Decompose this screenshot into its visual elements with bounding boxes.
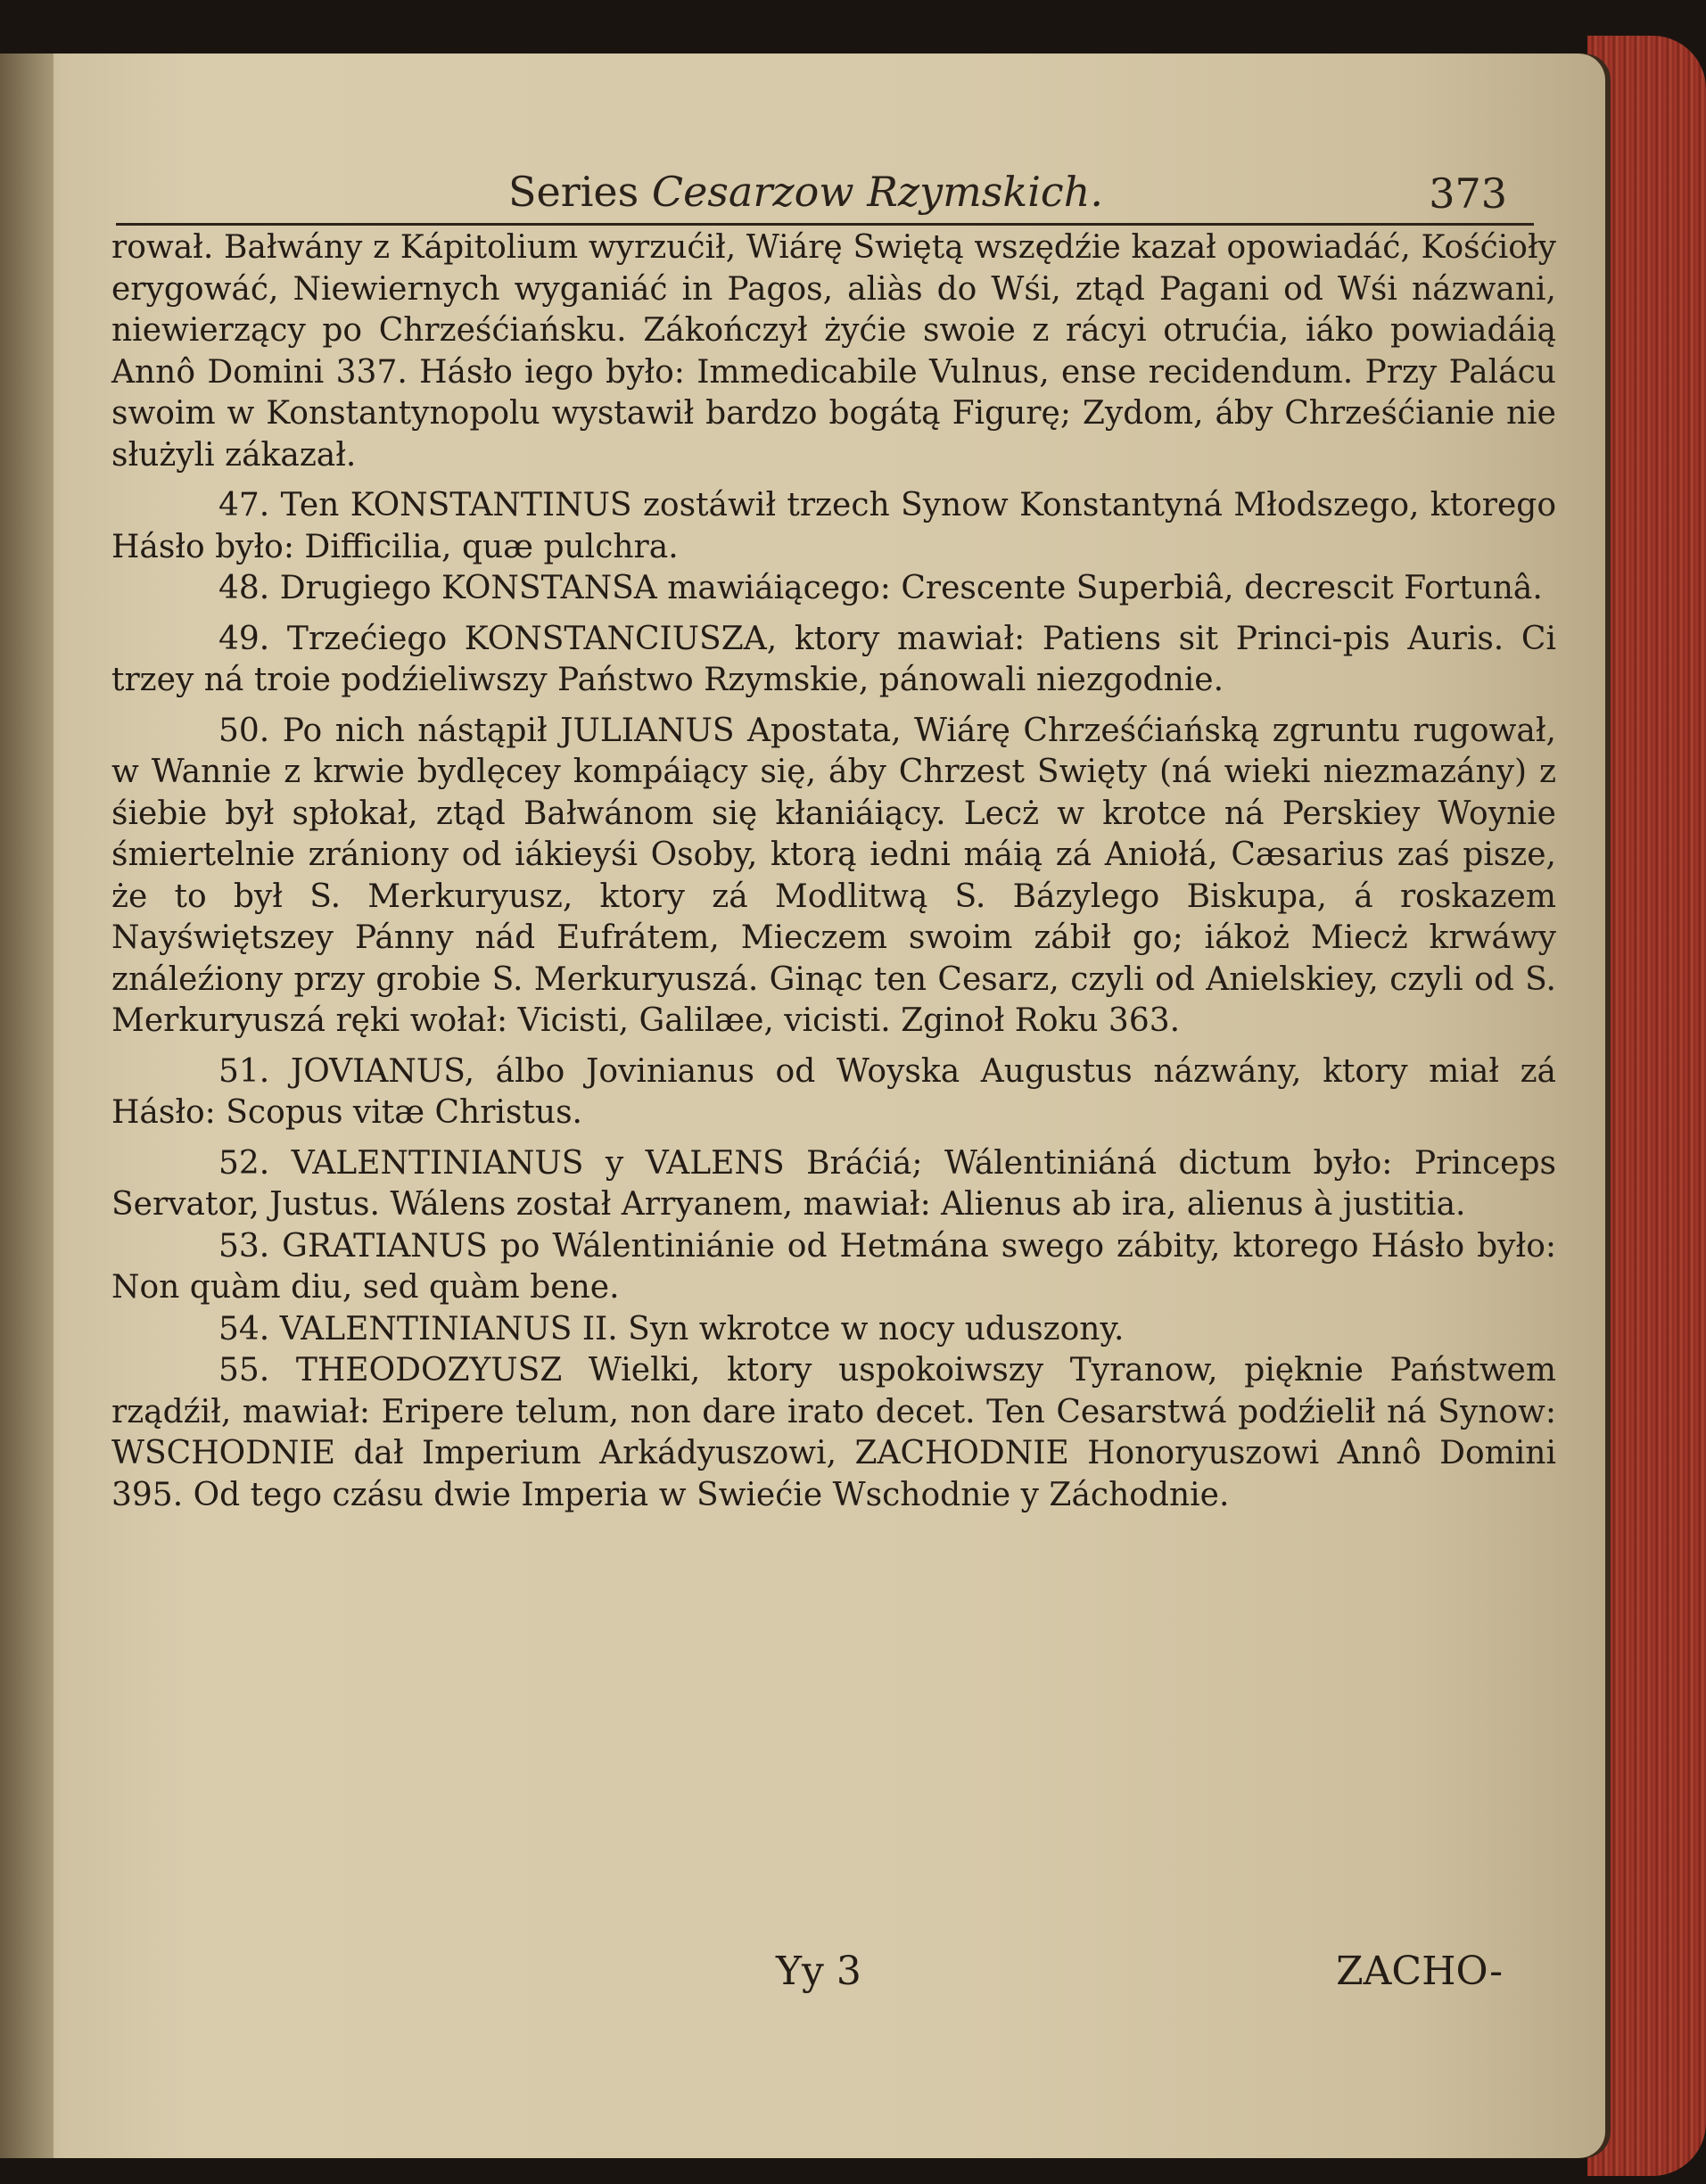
running-head-italic: Cesarzow Rzymskich. (651, 168, 1103, 216)
paragraph-opening: rował. Bałwány z Kápitolium wyrzućił, Wiárę Swiętą wszędźie kazał opowiadáć, Kośćioły erygowáć, Niewiernych wyganiáć in Pagos, aliàs do Wśi, ztąd Pagani od Wśi názwani, niewierzący po Chrześćiańsku. Zákończył żyćie swoie z rácyi otrućia, iáko powiadáią Annô Domini 337. Hásło iego było: Immedicabile Vulnus, ense recidendum. Przy Palácu swoim w Konstantynopolu wystawił bardzo bogátą Figurę; Zydom, áby Chrześćianie nie służyli zákazał. (111, 229, 1556, 474)
paragraph-51: 51. JOVIANUS, álbo Jovinianus od Woyska Augustus názwány, ktory miał zá Hásło: Scopus vitæ Christus. (111, 1052, 1556, 1131)
page-number: 373 (1429, 169, 1507, 218)
paragraph-54: 54. VALENTINIANUS II. Syn wkrotce w nocy uduszony. (218, 1310, 1125, 1347)
running-head (508, 168, 1103, 216)
book-gutter-shadow (0, 54, 54, 2158)
page-footer (111, 1949, 1503, 2002)
page-header (116, 161, 1534, 226)
body-text (111, 227, 1556, 1516)
paragraph-52: 52. VALENTINIANUS y VALENS Bráćiá; Wálentiniáná dictum było: Princeps Servator, Justus. Wálens został Arryanem, mawiał: Alienus ab ira, alienus à justitia. (111, 1144, 1556, 1223)
paragraph-47: 47. Ten KONSTANTINUS zostáwił trzech Synow Konstantyná Młodszego, ktorego Hásło było: Difficilia, quæ pulchra. (111, 487, 1556, 565)
paragraph-48: 48. Drugiego KONSTANSA mawiáiącego: Crescente Superbiâ, decrescit Fortunâ. (218, 570, 1543, 606)
paragraph-55: 55. THEODOZYUSZ Wielki, ktory uspokoiwszy Tyranow, pięknie Państwem rządźił, mawiał: Eripere telum, non dare irato decet. Ten Cesarstwá podźielił ná Synow: WSCHODNIE dał Imperium Arkádyuszowi, ZACHODNIE Honoryuszowi Annô Domini 395. Od tego czásu dwie Imperia w Swiećie Wschodnie y Záchodnie. (111, 1352, 1556, 1513)
running-head-plain: Series (508, 168, 652, 216)
paragraph-49: 49. Trzećiego KONSTANCIUSZA, ktory mawiał: Patiens sit Princi-pis Auris. Ci trzey ná troie podźieliwszy Państwo Rzymskie, pánowali niezgodnie. (111, 620, 1556, 698)
paragraph-50: 50. Po nich nástąpił JULIANUS Apostata, Wiárę Chrześćiańską zgruntu rugował, w Wannie z krwie bydlęcey kompáiący się, áby Chrzest Swięty (ná wieki niezmazány) z śiebie był spłokał, ztąd Bałwánom się kłaniáiący. Lecż w krotce ná Perskiey Woynie śmiertelnie zrániony od iákieyśi Osoby, ktorą iedni máią zá Aniołá, Cæsarius zaś pisze, że to był S. Merkuryusz, ktory zá Modlitwą S. Bázylego Biskupa, á roskazem Nayświętszey Pánny nád Eufrátem, Mieczem swoim zábił go; iákoż Miecż krwáwy ználeźiony przy grobie S. Merkuryuszá. Ginąc ten Cesarz, czyli od Anielskiey, czyli od S. Merkuryuszá ręki wołał: Vicisti, Galilæe, vicisti. Zginoł Roku 363. (111, 712, 1556, 1039)
catchword: ZACHO- (1336, 1949, 1503, 1994)
signature-mark: Yy 3 (776, 1949, 861, 1994)
paragraph-53: 53. GRATIANUS po Wálentiniánie od Hetmána swego zábity, ktorego Hásło było: Non quàm diu, sed quàm bene. (111, 1227, 1556, 1306)
